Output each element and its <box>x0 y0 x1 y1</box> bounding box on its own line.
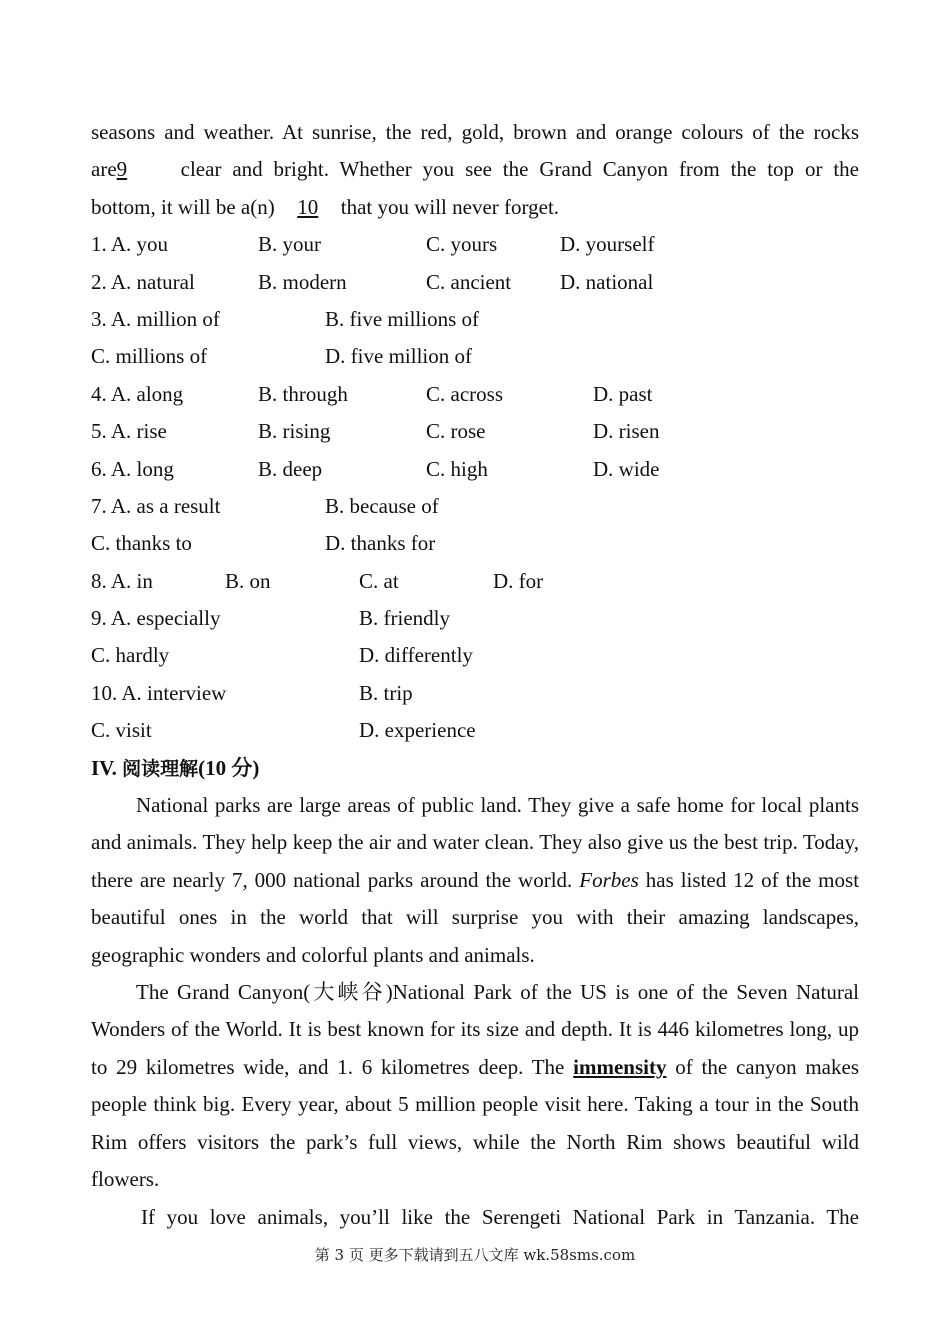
question-row <box>91 413 859 450</box>
option: C. ancient <box>426 269 512 294</box>
reading-paragraph-2 <box>91 974 859 1198</box>
option: B. through <box>258 381 348 406</box>
option: 2. A. natural <box>91 269 195 294</box>
option: B. trip <box>359 680 413 705</box>
option: D. for <box>493 568 544 593</box>
question-row <box>91 376 859 413</box>
page-body <box>91 114 859 1236</box>
passage-line-2 <box>91 151 859 188</box>
option: 8. A. in <box>91 568 153 593</box>
option: C. hardly <box>91 643 170 668</box>
option: C. high <box>426 456 488 481</box>
question-row <box>91 264 859 301</box>
question-row <box>91 563 859 600</box>
reading-text: of the canyon makes people think big. Every year, about 5 million people visit here. Taking a tour in the South Rim offers visitors the park’s full views, while the North Rim shows beautiful wild flowers. <box>91 1054 859 1192</box>
passage-text: that you will never forget. <box>340 194 560 219</box>
reading-paragraph-1 <box>91 787 859 974</box>
option: D. differently <box>359 643 473 668</box>
reading-text: If you love animals, you’ll like the Serengeti National Park in Tanzania. The <box>141 1204 859 1229</box>
passage-text: bottom, it will be a(n) <box>91 194 275 219</box>
reading-keyword: immensity <box>573 1054 667 1079</box>
option: D. wide <box>593 456 660 481</box>
option: C. millions of <box>91 344 208 369</box>
option: B. deep <box>258 456 323 481</box>
option: D. five million of <box>325 344 472 369</box>
blank-9: 9 <box>116 157 128 182</box>
passage-line-1: seasons and weather. At sunrise, the red, gold, brown and orange colours of the rocks <box>91 120 859 144</box>
reading-italic: Forbes <box>579 867 639 892</box>
option: C. yours <box>426 232 498 257</box>
reading-text: National parks are large areas of public land. They give a safe home for local plants and animals. They help keep the air and water clean. They also give us the best trip. Today, there are nearly 7, 000 national parks around the world. <box>91 793 859 892</box>
option: 6. A. long <box>91 456 174 481</box>
question-row <box>91 488 859 525</box>
question-row <box>91 675 859 712</box>
option: D. experience <box>359 718 476 743</box>
option: 3. A. million of <box>91 306 220 331</box>
option: 10. A. interview <box>91 680 227 705</box>
question-row <box>91 525 859 562</box>
option: C. across <box>426 381 503 406</box>
option: 9. A. especially <box>91 606 221 631</box>
option: D. national <box>560 269 654 294</box>
section-title: 阅读理解 <box>122 757 199 780</box>
page-footer: 第 3 页 更多下载请到五八文库 wk.58sms.com <box>314 1246 636 1264</box>
question-row <box>91 712 859 749</box>
question-row <box>91 600 859 637</box>
option: C. at <box>359 568 399 593</box>
option: B. on <box>225 568 271 593</box>
option: B. because of <box>325 493 439 518</box>
question-row <box>91 226 859 263</box>
reading-paragraph-3 <box>91 1199 859 1236</box>
option: B. friendly <box>359 606 450 631</box>
section-score: (10 分) <box>198 755 260 780</box>
section-heading <box>91 750 859 787</box>
passage-text: are <box>91 157 117 182</box>
section-numeral: IV. <box>91 755 117 780</box>
option: D. thanks for <box>325 531 436 556</box>
option: 1. A. you <box>91 232 169 257</box>
reading-text: has listed 12 of the most beautiful ones in the world that will surprise you with their amazing landscapes, geographic wonders and colorful plants and animals. <box>91 867 860 967</box>
option: 4. A. along <box>91 381 184 406</box>
option: C. thanks to <box>91 531 192 556</box>
question-row <box>91 451 859 488</box>
option: D. past <box>593 381 653 406</box>
option: D. yourself <box>560 232 655 257</box>
option: B. rising <box>258 419 331 444</box>
question-row <box>91 301 859 338</box>
option: 5. A. rise <box>91 419 167 444</box>
reading-text: The Grand Canyon(大峡谷)National Park of the US is one of the Seven Natural Wonders of the World. It is best known for its size and depth. It is 446 kilometres long, up to 29 kilometres wide, and 1. 6 kilometres deep. The <box>91 980 859 1079</box>
option: B. modern <box>258 269 347 294</box>
option: 7. A. as a result <box>91 493 221 518</box>
question-row <box>91 637 859 674</box>
option: C. visit <box>91 718 152 743</box>
option: C. rose <box>426 419 486 444</box>
passage-text: clear and bright. Whether you see the Grand Canyon from the top or the <box>180 157 859 182</box>
passage-line-3 <box>91 189 859 226</box>
option: B. your <box>258 232 321 257</box>
option: D. risen <box>593 419 660 444</box>
blank-10: 10 <box>297 194 319 219</box>
question-row <box>91 338 859 375</box>
option: B. five millions of <box>325 306 479 331</box>
